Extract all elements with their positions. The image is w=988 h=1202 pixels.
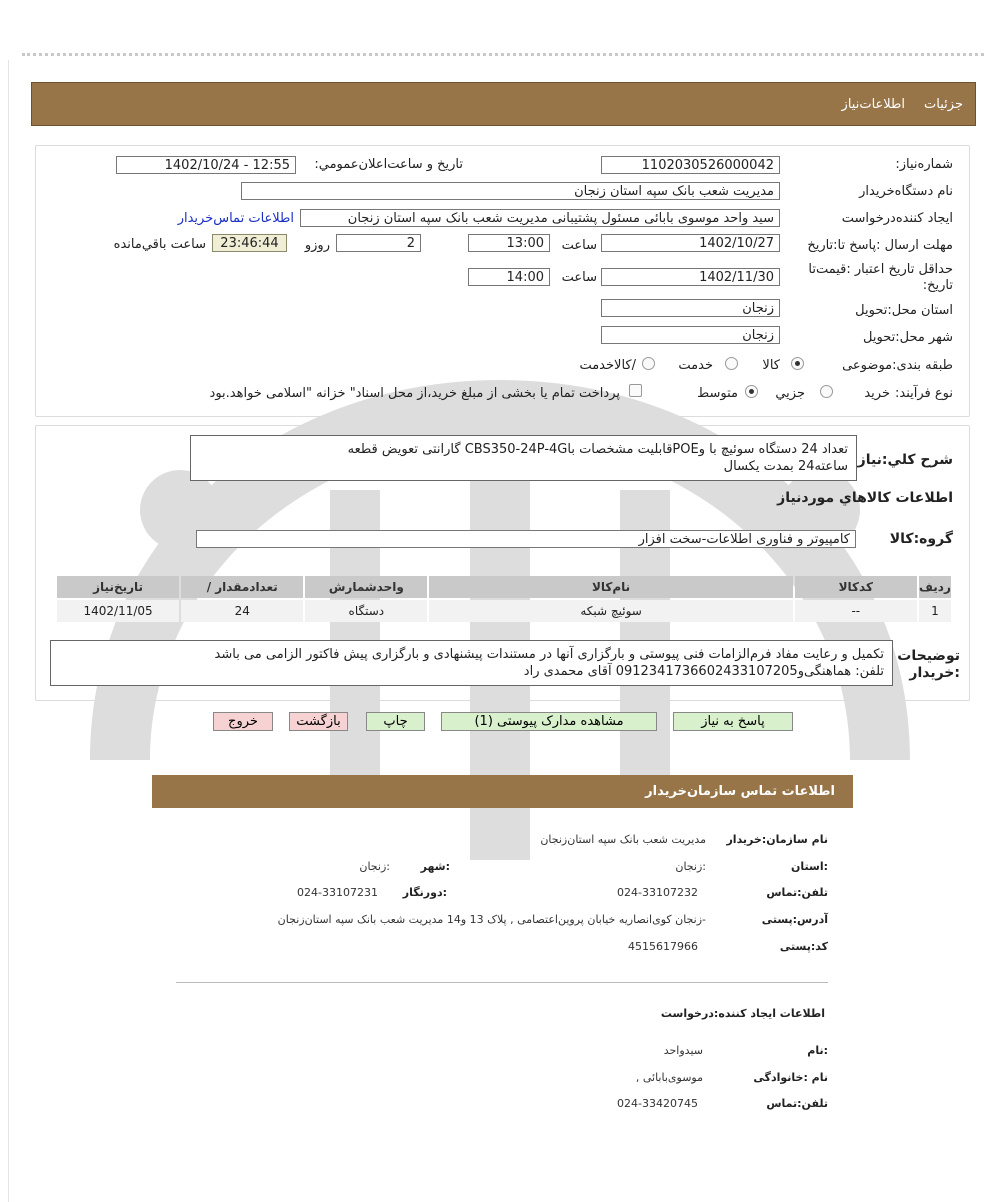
cell-row: 1 <box>919 600 951 622</box>
days-label: روزو <box>304 238 330 253</box>
process-medium-radio[interactable] <box>745 385 758 398</box>
cell-unit: دستگاه <box>305 600 427 622</box>
need-summary-label: شرح کلي:نیاز <box>857 452 953 468</box>
cell-qty: 24 <box>181 600 303 622</box>
city-field: زنجان <box>601 326 780 344</box>
category-label: طبقه بندی:موضوعی <box>842 358 953 373</box>
creator-family-label: نام :خانوادگی <box>753 1071 828 1084</box>
contact-province-label: :استان <box>791 860 828 873</box>
col-unit: واحدشمارش <box>305 576 427 598</box>
print-button[interactable]: چاپ <box>366 712 425 731</box>
category-goods-label: کالا <box>762 358 780 373</box>
days-count-field: 2 <box>336 234 421 252</box>
category-goods-service-radio[interactable] <box>642 357 655 370</box>
contact-phone-value: 024-33107232 <box>617 886 698 899</box>
cell-name: سوئیچ شبکه <box>429 600 792 622</box>
creator-label: ایجاد کننده‌درخواست <box>841 211 953 226</box>
col-code: کدکالا <box>795 576 917 598</box>
goods-group-label: گروه:کالا <box>889 531 953 547</box>
contact-section-title: اطلاعات تماس سازمان‌خریدار <box>645 784 835 799</box>
process-purchase-label: خرید <box>864 386 890 401</box>
buyer-notes-line-1: تکمیل و رعایت مفاد فرم‌الزامات فنی پیوستی و بارگزاری آنها در مستندات پیشنهادی و بارگزاری پیش فاکتور الزامی می باشد <box>214 647 884 662</box>
buyer-notes-box <box>50 640 893 686</box>
creator-name-value: سیدواحد <box>663 1044 703 1057</box>
col-row: ردیف <box>919 576 951 598</box>
announce-date-label: تاریخ و ساعت‌اعلان‌عمومي: <box>314 157 463 172</box>
exit-button[interactable]: خروج <box>213 712 273 731</box>
contact-province-value: :زنجان <box>675 860 706 873</box>
process-label: نوع فرآیند: <box>895 386 953 401</box>
category-goods-radio[interactable] <box>791 357 804 370</box>
province-field: زنجان <box>601 299 780 317</box>
contact-city-value: :زنجان <box>359 860 390 873</box>
buyer-contact-link[interactable]: اطلاعات تماس‌خریدار <box>177 211 294 226</box>
page-header-bar <box>31 82 976 126</box>
creator-info-title: اطلاعات ایجاد کننده:درخواست <box>660 1007 825 1020</box>
deadline-label: مهلت ارسال :پاسخ تا:تاریخ <box>807 238 953 253</box>
back-button[interactable]: بازگشت <box>289 712 348 731</box>
need-summary-box <box>190 435 857 481</box>
creator-phone-label: تلفن:تماس <box>766 1097 828 1110</box>
contact-postal-label: کد:پستی <box>779 940 828 953</box>
validity-label-2: تاریخ: <box>922 278 953 293</box>
col-name: نام‌کالا <box>429 576 792 598</box>
goods-table-header <box>57 576 951 598</box>
category-goods-service-label: /کالاخدمت <box>579 358 636 373</box>
city-label: شهر محل:تحویل <box>863 330 953 345</box>
deadline-date-field: 1402/10/27 <box>601 234 780 252</box>
contact-address-label: آدرس:پستی <box>761 913 828 926</box>
contact-fax-value: 024-33107231 <box>297 886 378 899</box>
breadcrumb-details[interactable]: جزئیات <box>924 97 963 112</box>
contact-divider <box>176 982 828 983</box>
contact-address-value: -زنجان کوی‌انصاریه خیابان پروین‌اعتصامی , پلاک 13 و14 مدیریت شعب بانک سپه استان‌زنجان <box>277 913 706 926</box>
reply-button[interactable]: پاسخ به نیاز <box>673 712 793 731</box>
page-left-border <box>8 60 9 1202</box>
buyer-notes-label-2: :خریدار <box>909 665 960 681</box>
contact-section-header <box>152 775 853 808</box>
deadline-time-field: 13:00 <box>468 234 550 252</box>
process-small-radio[interactable] <box>820 385 833 398</box>
cell-date: 1402/11/05 <box>57 600 179 622</box>
org-name-value: مدیریت شعب بانک سپه استان‌زنجان <box>540 833 706 846</box>
category-service-radio[interactable] <box>725 357 738 370</box>
buyer-org-field: مدیریت شعب بانک سپه استان زنجان <box>241 182 780 200</box>
contact-postal-value: 4515617966 <box>628 940 698 953</box>
treasury-payment-label: پرداخت تمام یا بخشی از مبلغ خرید،از محل اسناد" خزانه "اسلامی خواهد.بود <box>209 386 620 401</box>
creator-name-label: :نام <box>807 1044 828 1057</box>
process-small-label: جزیي <box>775 386 805 401</box>
cell-code: -- <box>795 600 917 622</box>
contact-phone-label: تلفن:تماس <box>766 886 828 899</box>
col-date: تاریخ‌نیاز <box>57 576 179 598</box>
col-qty: تعدادمقدار / <box>181 576 303 598</box>
need-number-label: شماره‌نیاز: <box>895 157 953 172</box>
creator-phone-value: 024-33420745 <box>617 1097 698 1110</box>
goods-table <box>55 574 953 624</box>
buyer-notes-line-2: تلفن: هماهنگی‌و09123417366024331072‌05 آقای محمدی راد <box>523 664 884 679</box>
buyer-notes-label: توضیحات <box>897 648 960 664</box>
contact-city-label: :شهر <box>420 860 450 873</box>
validity-date-field: 1402/11/30 <box>601 268 780 286</box>
remaining-time-field: 23:46:44 <box>212 234 287 252</box>
top-dotted-divider <box>22 53 984 56</box>
validity-label: حداقل تاریخ اعتبار :قیمت‌تا <box>808 262 953 277</box>
need-number-field: 1102030526000042 <box>601 156 780 174</box>
table-row <box>57 600 951 622</box>
province-label: استان محل:تحویل <box>855 303 953 318</box>
treasury-payment-checkbox[interactable] <box>629 384 642 397</box>
goods-info-label: اطلاعات کالاهاي مورد‌نیاز <box>777 490 953 506</box>
remaining-label: ساعت باقي‌مانده <box>113 237 206 252</box>
deadline-hour-label: ساعت <box>561 238 597 253</box>
creator-field: سید واحد موسوی بابائی مسئول پشتیبانی مدیریت شعب بانک سپه استان زنجان <box>300 209 780 227</box>
announce-date-field: 1402/10/24 - 12:55 <box>116 156 296 174</box>
validity-time-field: 14:00 <box>468 268 550 286</box>
org-name-label: نام سازمان:خریدار <box>726 833 828 846</box>
category-service-label: خدمت <box>678 358 713 373</box>
buyer-org-label: نام دستگاه‌خریدار <box>859 184 953 199</box>
process-medium-label: متوسط <box>697 386 738 401</box>
need-summary-line-2: ساعته24 بمدت یکسال <box>723 459 848 474</box>
breadcrumb-need-info[interactable]: اطلاعات‌نیاز <box>841 97 905 112</box>
validity-hour-label: ساعت <box>561 270 597 285</box>
need-summary-line-1: تعداد 24 دستگاه سوئیچ با وPOEقابلیت مشخصات باCBS350-24P-4G گارانتی تعویض قطعه <box>347 442 848 457</box>
creator-family-value: موسوی‌بابائی , <box>635 1071 703 1084</box>
goods-group-field: کامپیوتر و فناوری اطلاعات-سخت افزار <box>196 530 856 548</box>
view-documents-button[interactable]: مشاهده مدارک پیوستی (1) <box>441 712 657 731</box>
contact-fax-label: :دورنگار <box>402 886 447 899</box>
